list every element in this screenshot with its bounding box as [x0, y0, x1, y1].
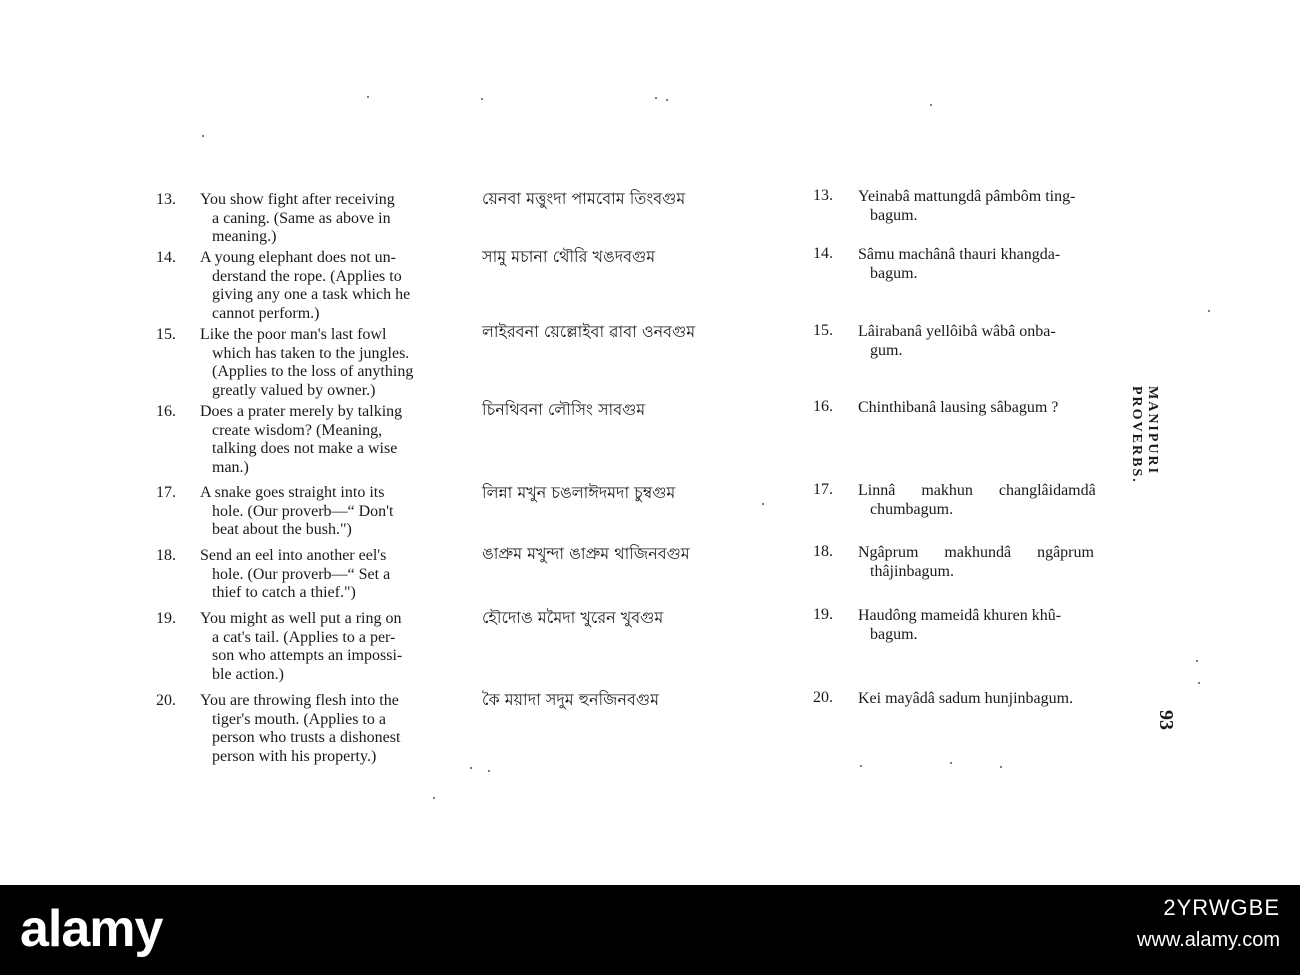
bengali-text: লিন্না মখুন চঙলাঈদমদা চুম্বগুম — [482, 483, 676, 502]
english-translation — [200, 191, 462, 247]
transliteration-number: 19. — [813, 606, 833, 623]
english-line: talking does not make a wise — [212, 440, 398, 457]
english-line: person who trusts a dishonest — [212, 729, 401, 746]
page-number: 93 — [1155, 710, 1177, 730]
english-line: a caning. (Same as above in — [212, 209, 391, 227]
running-head: MANIPURI PROVERBS. — [1129, 386, 1160, 484]
proverb-number: 16. — [156, 403, 176, 420]
scan-speck — [433, 797, 435, 799]
english-translation — [200, 484, 462, 540]
english-line: derstand the rope. (Applies to — [212, 267, 402, 285]
proverb-number: 20. — [156, 692, 176, 709]
scan-speck — [470, 767, 472, 769]
english-line: which has taken to the jungles. — [212, 344, 410, 362]
transliteration-number: 16. — [813, 398, 833, 415]
transliteration-line: Kei mayâdâ sadum hunjinbagum. — [858, 690, 1074, 707]
alamy-logo: alamy — [20, 900, 163, 958]
scan-speck — [367, 96, 369, 98]
bengali-text: য়েনবা মত্তুংদা পামবোম তিংবগুম — [482, 189, 686, 208]
english-line: meaning.) — [212, 228, 277, 245]
transliteration-line: Ngâprum makhundâ ngâprum — [858, 544, 1094, 561]
proverb-number: 13. — [156, 191, 176, 208]
scan-speck — [1198, 682, 1200, 684]
transliteration-line: bagum. — [870, 626, 918, 643]
english-translation — [200, 610, 462, 684]
scan-speck — [950, 762, 952, 764]
bengali-text: কৈ ময়াদা সদুম হুনজিনবগুম — [482, 690, 659, 709]
transliteration — [858, 245, 1120, 283]
transliteration-line: Chinthibanâ lausing sâbagum ? — [858, 399, 1059, 416]
english-line: beat about the bush.") — [212, 521, 352, 538]
english-translation — [200, 326, 462, 400]
proverb-number: 15. — [156, 326, 176, 343]
scan-speck — [481, 98, 483, 100]
scan-speck — [202, 135, 204, 137]
scan-speck — [1000, 766, 1002, 768]
english-line: a cat's tail. (Applies to a per- — [212, 628, 396, 646]
english-line: son who attempts an impossi- — [212, 647, 403, 664]
english-line: ble action.) — [212, 665, 284, 683]
transliteration-number: 13. — [813, 187, 833, 204]
english-line: giving any one a task which he — [212, 286, 411, 303]
scan-speck — [488, 770, 490, 772]
transliteration-line: bagum. — [870, 265, 918, 282]
english-line: person with his property.) — [212, 747, 377, 765]
transliteration-number: 17. — [813, 481, 833, 498]
watermark-footer — [0, 885, 1300, 975]
transliteration-number: 18. — [813, 543, 833, 560]
english-line: tiger's mouth. (Applies to a — [212, 710, 386, 728]
transliteration — [858, 543, 1120, 581]
transliteration — [858, 398, 1120, 417]
english-line: You might as well put a ring on — [200, 610, 402, 627]
transliteration-line: chumbagum. — [870, 501, 954, 518]
bengali-text: ঙাপ্রুম মখুন্দা ঙাপ্রুম থাজিনবগুম — [482, 544, 690, 563]
transliteration-number: 15. — [813, 322, 833, 339]
transliteration-line: gum. — [870, 342, 903, 359]
transliteration-number: 20. — [813, 689, 833, 706]
scan-speck — [860, 765, 862, 767]
english-translation — [200, 403, 462, 477]
image-id: 2YRWGBE — [1163, 895, 1280, 920]
english-translation — [200, 692, 462, 766]
proverb-number: 14. — [156, 249, 176, 266]
english-line: man.) — [212, 458, 249, 476]
website-url: www.alamy.com — [1137, 929, 1280, 951]
bengali-text: লাইরবনা য়েল্লোইবা ৱাবা ওনবগুম — [482, 322, 696, 341]
transliteration-line: Sâmu machânâ thauri khangda- — [858, 246, 1061, 263]
transliteration-line: Yeinabâ mattungdâ pâmbôm ting- — [858, 188, 1076, 205]
transliteration-line: Lâirabanâ yellôibâ wâbâ onba- — [858, 323, 1056, 340]
english-line: Does a prater merely by talking — [200, 403, 403, 420]
english-line: You show fight after receiving — [200, 191, 395, 208]
bengali-text: সামু মচানা থৌরি খঙদবগুম — [482, 247, 656, 266]
english-line: A young elephant does not un- — [200, 249, 396, 266]
scan-speck — [666, 99, 668, 101]
english-line: cannot perform.) — [212, 304, 320, 322]
transliteration-line: thâjinbagum. — [870, 563, 954, 580]
transliteration-line: Linnâ makhun changlâidamdâ — [858, 482, 1096, 499]
english-translation — [200, 249, 462, 323]
proverb-number: 17. — [156, 484, 176, 501]
transliteration — [858, 481, 1120, 519]
english-line: hole. (Our proverb—“ Set a — [212, 565, 391, 583]
transliteration-line: bagum. — [870, 207, 918, 224]
english-line: greatly valued by owner.) — [212, 381, 376, 399]
english-line: create wisdom? (Meaning, — [212, 421, 383, 439]
english-line: (Applies to the loss of anything — [212, 363, 414, 380]
scan-speck — [1208, 310, 1210, 312]
proverb-number: 18. — [156, 547, 176, 564]
english-line: You are throwing flesh into the — [200, 692, 399, 709]
proverb-number: 19. — [156, 610, 176, 627]
scan-speck — [655, 97, 657, 99]
scan-speck — [762, 503, 764, 505]
english-line: thief to catch a thief.") — [212, 584, 356, 601]
transliteration — [858, 187, 1120, 225]
english-translation — [200, 547, 462, 603]
transliteration — [858, 322, 1120, 360]
english-line: Send an eel into another eel's — [200, 547, 387, 564]
transliteration-number: 14. — [813, 245, 833, 262]
bengali-text: হৌদোঙ মমৈদা খুরেন খুবগুম — [482, 608, 664, 627]
english-line: hole. (Our proverb—“ Don't — [212, 502, 394, 520]
transliteration — [858, 689, 1120, 708]
scan-speck — [930, 104, 932, 106]
scan-speck — [1196, 660, 1198, 662]
transliteration-line: Haudông mameidâ khuren khû- — [858, 607, 1062, 624]
english-line: A snake goes straight into its — [200, 484, 385, 501]
bengali-text: চিনথিবনা লৌসিং সাবগুম — [482, 400, 646, 419]
transliteration — [858, 606, 1120, 644]
english-line: Like the poor man's last fowl — [200, 326, 387, 343]
